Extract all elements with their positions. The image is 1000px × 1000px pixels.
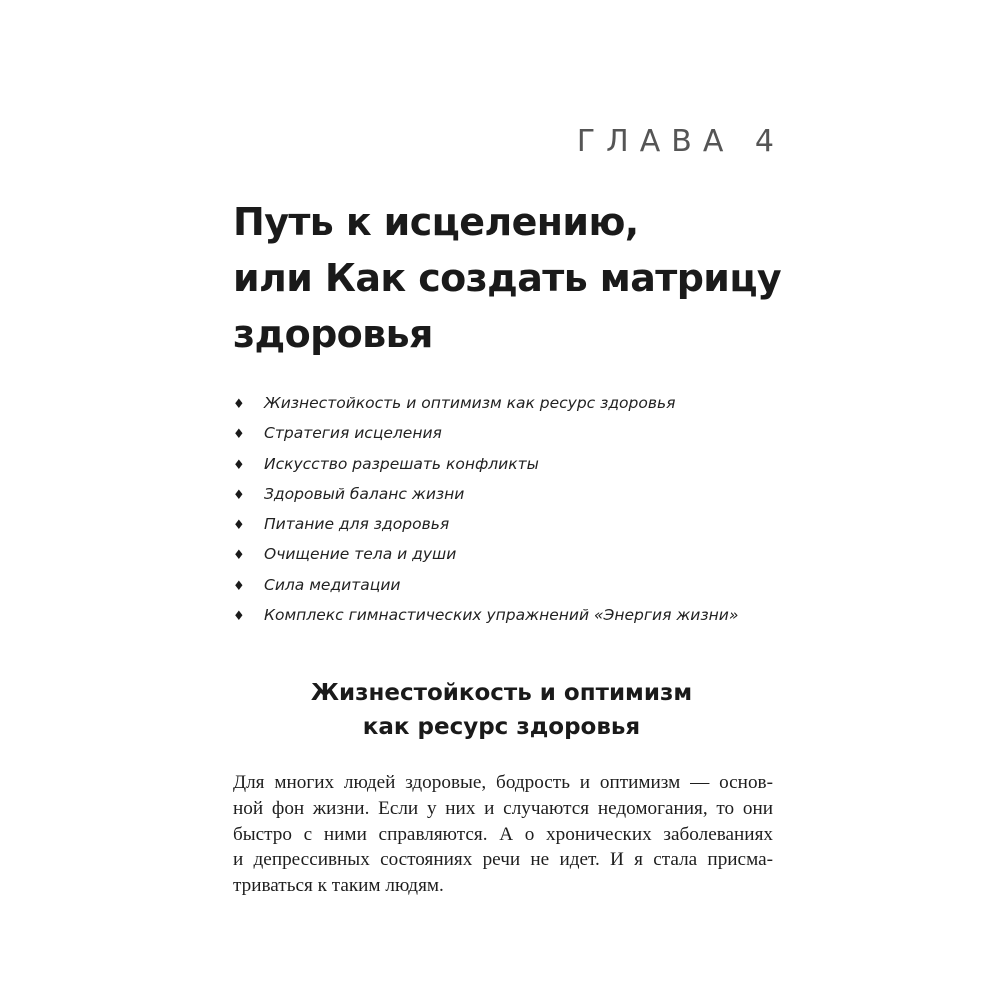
topic-text: Очищение тела и души <box>264 545 457 564</box>
topic-item <box>233 570 738 600</box>
chapter-topics-list <box>233 388 738 630</box>
topic-text: Стратегия исцеления <box>264 424 442 443</box>
section-title-line: Жизнестойкость и оптимизм <box>310 680 693 706</box>
topic-text: Здоровый баланс жизни <box>264 484 465 503</box>
section-title <box>233 676 770 744</box>
topic-item <box>233 479 738 509</box>
diamond-bullet-icon: ♦ <box>233 578 245 594</box>
diamond-bullet-icon: ♦ <box>233 397 245 412</box>
topic-item <box>233 388 738 418</box>
body-paragraph <box>233 770 773 899</box>
topic-text: Искусство разрешать конфликты <box>264 454 539 473</box>
diamond-bullet-icon: ♦ <box>233 487 245 503</box>
topic-item <box>233 449 738 479</box>
topic-text: Питание для здоровья <box>264 515 450 534</box>
paragraph-line: и депрессивных состояниях речи не идет. И я стала присма- <box>233 849 773 871</box>
paragraph-line: Для многих людей здоровые, бодрость и оптимизм — основ- <box>233 772 773 793</box>
paragraph-line: ной фон жизни. Если у них и случаются недомогания, то они <box>233 797 773 819</box>
diamond-bullet-icon: ♦ <box>233 518 245 534</box>
topic-text: Сила медитации <box>264 575 401 594</box>
topic-text: Жизнестойкость и оптимизм как ресурс здоровья <box>264 394 676 412</box>
topic-item <box>233 600 738 630</box>
topic-item <box>233 418 738 448</box>
section-title-line: как ресурс здоровья <box>362 714 641 740</box>
diamond-bullet-icon: ♦ <box>233 457 245 473</box>
chapter-label: ГЛАВА 4 <box>576 124 785 159</box>
topic-text: Комплекс гимнастических упражнений «Энергия жизни» <box>264 606 739 625</box>
paragraph-line: триваться к таким людям. <box>233 875 444 897</box>
diamond-bullet-icon: ♦ <box>233 427 245 443</box>
chapter-title-line: здоровья <box>233 312 433 356</box>
topic-item <box>233 539 738 569</box>
chapter-title-line: или Как создать матрицу <box>233 256 782 300</box>
topic-item <box>233 509 738 539</box>
diamond-bullet-icon: ♦ <box>233 609 245 625</box>
paragraph-line: быстро с ними справляются. А о хронических заболеваниях <box>233 823 773 845</box>
diamond-bullet-icon: ♦ <box>233 548 245 564</box>
chapter-title-line: Путь к исцелению, <box>233 200 639 244</box>
chapter-title <box>233 194 781 362</box>
